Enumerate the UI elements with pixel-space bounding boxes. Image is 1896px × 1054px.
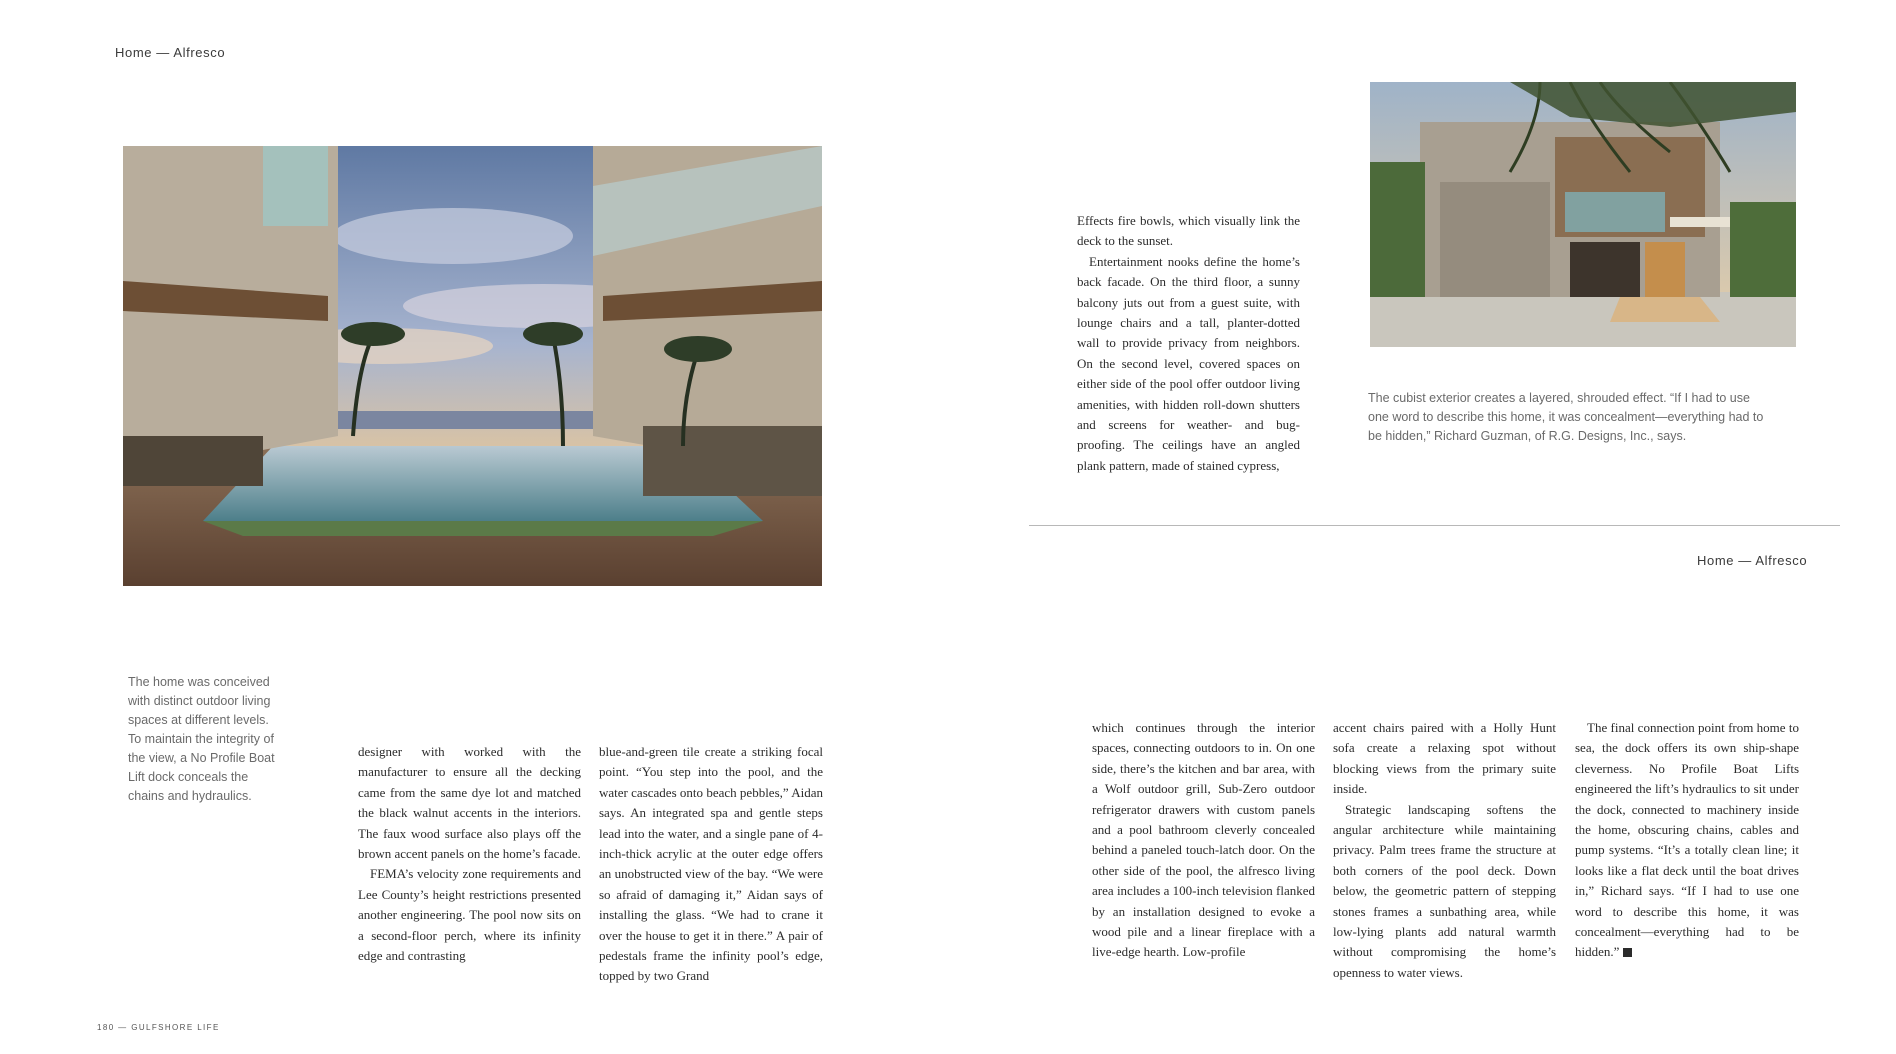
spread-divider xyxy=(1029,525,1840,526)
body-column-right-2 xyxy=(1333,718,1556,983)
paragraph: Effects fire bowls, which visually link the deck to the sunset. xyxy=(1077,213,1300,249)
paragraph: accent chairs paired with a Holly Hunt sofa create a relaxing spot without blocking views from the primary suite inside. xyxy=(1333,720,1556,797)
body-column-left-1 xyxy=(358,742,581,966)
paragraph-text: The final connection point from home to sea, the dock offers its own ship-shape cleverness. No Profile Boat Lifts engineered the lift’s hydraulics to sit under the dock, connected to machinery inside the home, obscuring chains, cables and pump systems. “It’s a totally clean line; it looks like a flat deck until the boat drives in,” Richard says. “If I had to use one word to describe this home, it was concealment—everything had to be hidden.” xyxy=(1575,720,1799,960)
paragraph xyxy=(1575,718,1799,963)
body-column-right-1 xyxy=(1092,718,1315,963)
cubist-exterior-photo xyxy=(1370,82,1796,347)
paragraph: blue-and-green tile create a striking focal point. “You step into the pool, and the water cascades onto beach pebbles,” Aidan says. An integrated spa and gentle steps lead into the water, and a single pane of 4-inch-thick acrylic at the outer edge offers an unobstructed view of the bay. “We were so afraid of damaging it,” Aidan says of installing the glass. “We had to crane it over the house to get it in there.” A pair of pedestals frame the infinity pool’s edge, topped by two Grand xyxy=(599,744,823,984)
running-head-left: Home — Alfresco xyxy=(115,45,226,60)
cubist-exterior-illustration xyxy=(1370,82,1796,347)
pool-deck-sunset-photo xyxy=(123,146,822,586)
paragraph: which continues through the interior spaces, connecting outdoors to in. On one side, there’s the kitchen and bar area, with a Wolf outdoor grill, Sub-Zero outdoor refrigerator drawers with custom panels and a pool bathroom cleverly concealed behind a paneled touch-latch door. On the other side of the pool, the alfresco living area includes a 100-inch television flanked by an installation designed to evoke a wood pile and a linear fireplace with a live-edge hearth. Low-profile xyxy=(1092,720,1315,960)
paragraph: designer with worked with the manufacturer to ensure all the decking came from the same dye lot and matched the black walnut accents in the interiors. The faux wood surface also plays off the brown accent panels on the home’s facade. xyxy=(358,744,581,862)
paragraph: Strategic landscaping softens the angular architecture while maintaining privacy. Palm trees frame the structure at both corners of the pool deck. Down below, the geometric pattern of stepping stones frames a sunbathing area, while low-lying plants add natural warmth without compromising the home’s openness to water views. xyxy=(1333,801,1556,980)
page-folio: 180 — GULFSHORE LIFE xyxy=(97,1023,220,1032)
end-of-article-mark-icon xyxy=(1623,948,1632,957)
body-column-left-2 xyxy=(599,742,823,987)
body-column-right-3 xyxy=(1575,718,1799,963)
photo-caption-right: The cubist exterior creates a layered, shrouded effect. “If I had to use one word to describe this home, it was concealment—everything had to be hidden,” Richard Guzman, of R.G. Designs, Inc., says. xyxy=(1368,391,1764,443)
body-column-right-top xyxy=(1077,211,1300,476)
pool-deck-sunset-illustration xyxy=(123,146,822,586)
paragraph: FEMA’s velocity zone requirements and Lee County’s height restrictions presented another engineering. The pool now sits on a second-floor perch, where its infinity edge and contrasting xyxy=(358,866,581,964)
photo-caption-left: The home was conceived with distinct outdoor living spaces at different levels. To maintain the integrity of the view, a No Profile Boat Lift dock conceals the chains and hydraulics. xyxy=(128,675,275,803)
paragraph: Entertainment nooks define the home’s back facade. On the third floor, a sunny balcony juts out from a guest suite, with lounge chairs and a tall, planter-dotted wall to provide privacy from neighbors. On the second level, covered spaces on either side of the pool offer outdoor living amenities, with hidden roll-down shutters and screens for weather- and bug-proofing. The ceilings have an angled plank pattern, made of stained cypress, xyxy=(1077,253,1300,473)
running-head-right: Home — Alfresco xyxy=(1697,553,1808,568)
